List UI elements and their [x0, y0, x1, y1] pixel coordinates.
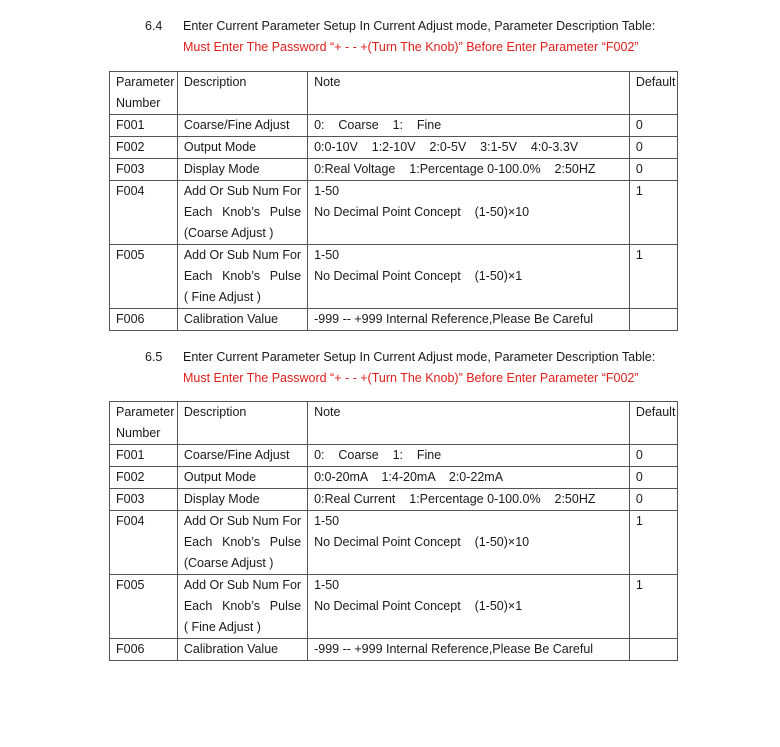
- table-row: [110, 639, 678, 661]
- table-row: [110, 511, 678, 575]
- default-value: 0: [635, 492, 643, 506]
- note-line: 1-50: [314, 248, 340, 262]
- parameter-code: F004: [116, 514, 145, 528]
- table-row: [110, 575, 678, 639]
- cell-default: [629, 445, 677, 467]
- description-word: Or: [209, 248, 224, 262]
- cell-default: [629, 159, 677, 181]
- description-word: Knob’s: [222, 205, 261, 219]
- cell-parameter: [110, 511, 178, 575]
- cell-default: [629, 309, 677, 331]
- default-value: 0: [635, 470, 643, 484]
- table-row: [110, 181, 678, 245]
- header-def: [629, 402, 677, 445]
- cell-note: [308, 511, 630, 575]
- cell-description: [177, 575, 307, 639]
- cell-note: [308, 445, 630, 467]
- table-row: [110, 137, 678, 159]
- note-line: 0:Real Current 1:Percentage 0-100.0% 2:50HZ: [314, 492, 596, 506]
- cell-note: [308, 245, 630, 309]
- cell-note: [308, 309, 630, 331]
- note-line: 1-50: [314, 184, 340, 198]
- note-line: 0: Coarse 1: Fine: [314, 448, 442, 462]
- cell-parameter: [110, 575, 178, 639]
- description-word: For: [282, 248, 302, 262]
- description-word: Sub: [226, 184, 250, 198]
- cell-default: [629, 639, 677, 661]
- cell-description: [177, 137, 307, 159]
- description-line: Coarse/Fine Adjust: [183, 448, 290, 462]
- header-parameter-number: [110, 402, 178, 445]
- table-row: [110, 159, 678, 181]
- cell-description: [177, 489, 307, 511]
- cell-note: [308, 489, 630, 511]
- description-word: Each: [183, 535, 213, 549]
- description-line: [184, 575, 301, 596]
- parameter-code: F006: [116, 642, 145, 656]
- description-line: (Coarse Adjust ): [183, 226, 274, 240]
- section-6-4: [0, 16, 780, 326]
- description-word: Pulse: [269, 535, 302, 549]
- cell-description: [177, 181, 307, 245]
- description-line: [184, 202, 301, 223]
- note-line: No Decimal Point Concept (1-50)×10: [314, 205, 530, 219]
- description-word: For: [282, 514, 302, 528]
- cell-description: [177, 115, 307, 137]
- cell-parameter: [110, 467, 178, 489]
- header-text: Parameter: [116, 75, 175, 89]
- header-text: Note: [314, 75, 341, 89]
- description-word: Or: [209, 514, 224, 528]
- description-word: Add: [183, 184, 207, 198]
- description-word: Each: [183, 269, 213, 283]
- cell-parameter: [110, 181, 178, 245]
- parameter-code: F004: [116, 184, 145, 198]
- cell-description: [177, 445, 307, 467]
- section-number: 6.4: [145, 19, 163, 33]
- cell-parameter: [110, 115, 178, 137]
- note-line: 0:Real Voltage 1:Percentage 0-100.0% 2:50HZ: [314, 162, 596, 176]
- description-word: Add: [183, 514, 207, 528]
- table-header-row: [110, 402, 678, 445]
- note-line: 0:0-10V 1:2-10V 2:0-5V 3:1-5V 4:0-3.3V: [314, 140, 579, 154]
- parameter-table: [109, 71, 678, 331]
- description-word: Sub: [226, 248, 250, 262]
- note-line: 1-50: [314, 578, 340, 592]
- header-text: Default: [635, 405, 676, 419]
- default-value: [636, 639, 671, 660]
- table-row: [110, 445, 678, 467]
- description-word: Sub: [226, 578, 250, 592]
- description-line: [184, 532, 301, 553]
- parameter-code: F003: [116, 492, 145, 506]
- section-heading: [0, 16, 780, 58]
- description-word: Add: [183, 248, 207, 262]
- section-title: Enter Current Parameter Setup In Current Adjust mode, Parameter Description Table:: [183, 19, 656, 33]
- section-heading: [0, 347, 780, 389]
- description-line: ( Fine Adjust ): [183, 620, 261, 634]
- description-word: Num: [252, 184, 279, 198]
- cell-parameter: [110, 245, 178, 309]
- cell-parameter: [110, 309, 178, 331]
- cell-default: [629, 489, 677, 511]
- cell-note: [308, 115, 630, 137]
- description-line: [184, 511, 301, 532]
- cell-note: [308, 639, 630, 661]
- description-word: Sub: [226, 514, 250, 528]
- description-line: Calibration Value: [183, 642, 279, 656]
- cell-default: [629, 511, 677, 575]
- parameter-code: F003: [116, 162, 145, 176]
- parameter-code: F001: [116, 118, 145, 132]
- section-number: 6.5: [145, 350, 163, 364]
- table-header-row: [110, 72, 678, 115]
- header-text: Parameter: [116, 405, 175, 419]
- note-line: 1-50: [314, 514, 340, 528]
- parameter-code: F005: [116, 578, 145, 592]
- cell-description: [177, 245, 307, 309]
- description-line: [184, 266, 301, 287]
- table-row: [110, 467, 678, 489]
- cell-default: [629, 245, 677, 309]
- default-value: 0: [635, 118, 643, 132]
- description-line: Display Mode: [183, 492, 260, 506]
- header-def: [629, 72, 677, 115]
- header-text: Number: [116, 96, 161, 110]
- cell-parameter: [110, 159, 178, 181]
- description-word: Add: [183, 578, 207, 592]
- header-text: Description: [183, 405, 247, 419]
- default-value: 1: [635, 184, 643, 198]
- description-word: Or: [209, 578, 224, 592]
- table-row: [110, 115, 678, 137]
- cell-note: [308, 181, 630, 245]
- description-line: [184, 596, 301, 617]
- header-text: Default: [635, 75, 676, 89]
- header-desc: [177, 402, 307, 445]
- header-text: Description: [183, 75, 247, 89]
- description-word: Knob’s: [222, 599, 261, 613]
- description-line: Coarse/Fine Adjust: [183, 118, 290, 132]
- cell-parameter: [110, 489, 178, 511]
- cell-parameter: [110, 137, 178, 159]
- cell-note: [308, 467, 630, 489]
- description-line: ( Fine Adjust ): [183, 290, 261, 304]
- parameter-code: F006: [116, 312, 145, 326]
- cell-parameter: [110, 639, 178, 661]
- description-word: Knob’s: [222, 535, 261, 549]
- password-warning: Must Enter The Password “+ - - +(Turn The Knob)” Before Enter Parameter “F002”: [183, 40, 639, 54]
- default-value: 1: [635, 514, 643, 528]
- default-value: 1: [635, 578, 643, 592]
- default-value: 0: [635, 448, 643, 462]
- note-line: No Decimal Point Concept (1-50)×1: [314, 599, 523, 613]
- table-row: [110, 309, 678, 331]
- description-word: Each: [183, 599, 213, 613]
- parameter-code: F005: [116, 248, 145, 262]
- description-line: [184, 181, 301, 202]
- table-row: [110, 245, 678, 309]
- header-parameter-number: [110, 72, 178, 115]
- cell-default: [629, 575, 677, 639]
- default-value: [636, 309, 671, 330]
- note-line: -999 -- +999 Internal Reference,Please Be Careful: [314, 642, 594, 656]
- description-word: Knob’s: [222, 269, 261, 283]
- cell-default: [629, 181, 677, 245]
- description-word: Num: [252, 514, 279, 528]
- default-value: 1: [635, 248, 643, 262]
- note-line: No Decimal Point Concept (1-50)×10: [314, 535, 530, 549]
- description-word: Or: [209, 184, 224, 198]
- cell-default: [629, 467, 677, 489]
- cell-note: [308, 137, 630, 159]
- parameter-code: F001: [116, 448, 145, 462]
- cell-note: [308, 159, 630, 181]
- header-note: [308, 72, 630, 115]
- note-line: -999 -- +999 Internal Reference,Please Be Careful: [314, 312, 594, 326]
- cell-parameter: [110, 445, 178, 467]
- note-line: 0: Coarse 1: Fine: [314, 118, 442, 132]
- cell-description: [177, 309, 307, 331]
- default-value: 0: [635, 162, 643, 176]
- parameter-table: [109, 401, 678, 661]
- description-word: Pulse: [269, 269, 302, 283]
- description-line: Output Mode: [183, 140, 257, 154]
- description-word: Num: [252, 578, 279, 592]
- description-line: Display Mode: [183, 162, 260, 176]
- note-line: 0:0-20mA 1:4-20mA 2:0-22mA: [314, 470, 504, 484]
- cell-default: [629, 115, 677, 137]
- password-warning: Must Enter The Password “+ - - +(Turn The Knob)” Before Enter Parameter “F002”: [183, 371, 639, 385]
- parameter-code: F002: [116, 140, 145, 154]
- section-6-5: [0, 347, 780, 656]
- note-line: No Decimal Point Concept (1-50)×1: [314, 269, 523, 283]
- description-line: Output Mode: [183, 470, 257, 484]
- description-word: Pulse: [269, 205, 302, 219]
- description-word: For: [282, 578, 302, 592]
- description-word: For: [282, 184, 302, 198]
- cell-description: [177, 639, 307, 661]
- default-value: 0: [635, 140, 643, 154]
- cell-default: [629, 137, 677, 159]
- cell-description: [177, 159, 307, 181]
- description-word: Each: [183, 205, 213, 219]
- description-line: (Coarse Adjust ): [183, 556, 274, 570]
- cell-description: [177, 511, 307, 575]
- cell-note: [308, 575, 630, 639]
- description-word: Num: [252, 248, 279, 262]
- description-word: Pulse: [269, 599, 302, 613]
- section-title: Enter Current Parameter Setup In Current Adjust mode, Parameter Description Table:: [183, 350, 656, 364]
- header-desc: [177, 72, 307, 115]
- description-line: Calibration Value: [183, 312, 279, 326]
- header-text: Note: [314, 405, 341, 419]
- cell-description: [177, 467, 307, 489]
- table-row: [110, 489, 678, 511]
- parameter-code: F002: [116, 470, 145, 484]
- description-line: [184, 245, 301, 266]
- header-text: Number: [116, 426, 161, 440]
- header-note: [308, 402, 630, 445]
